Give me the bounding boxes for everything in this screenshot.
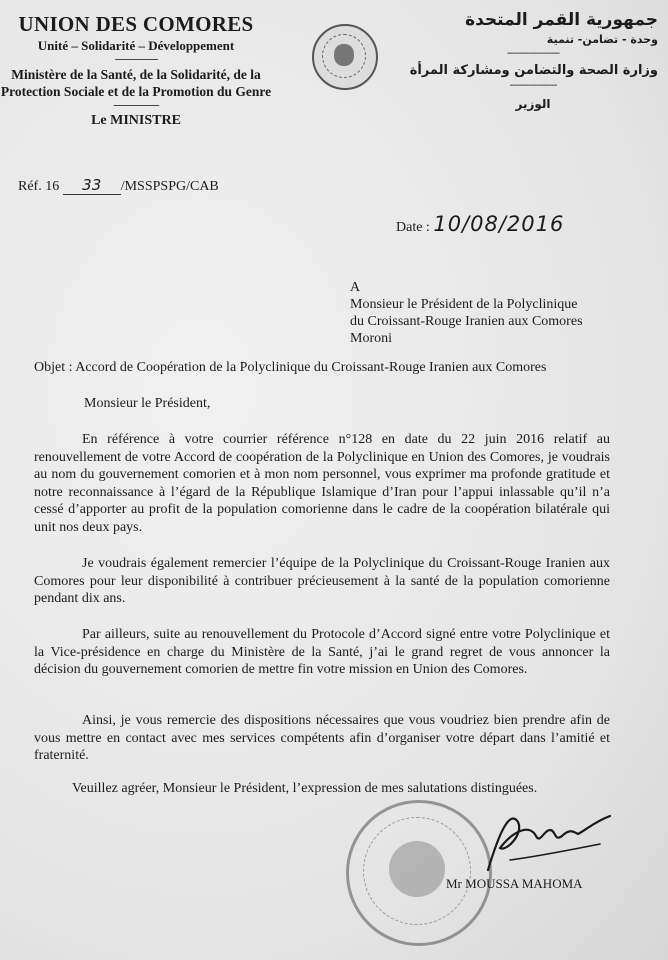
reference-line bbox=[18, 176, 219, 195]
divider: ------------------ bbox=[509, 80, 557, 91]
date-value: 10/08/2016 bbox=[433, 212, 565, 236]
minister-title: Le MINISTRE bbox=[91, 113, 181, 128]
paragraph-1: En référence à votre courrier référence n°128 en date du 22 juin 2016 relatif au renouvellement de votre Accord de coopération de la Polyclinique en Union des Comores, je voudrais au nom du gouvernement comorien et à mon nom personnel, vous exprimer ma profonde gratitude et notre reconnaissance à l’égard de la République Islamique d’Iran pour l’appui inlassable qu’il n’a cessé d’apporter au profit de la population comorienne dans le cadre de la coopération bilatérale qui unit nos deux pays. bbox=[34, 432, 610, 535]
handwritten-signature-icon bbox=[470, 800, 620, 880]
ministry-name: Ministère de la Santé, de la Solidarité, de la Protection Sociale et de la Promotion du Genre bbox=[0, 67, 272, 99]
recipient-line: Moroni bbox=[350, 331, 392, 346]
national-motto: Unité – Solidarité – Développement bbox=[37, 38, 235, 53]
signer-name: Mr MOUSSA MAHOMA bbox=[446, 876, 583, 891]
recipient-line: du Croissant-Rouge Iranien aux Comores bbox=[350, 314, 583, 329]
divider: ---------------- bbox=[114, 53, 158, 65]
salutation: Monsieur le Président, bbox=[84, 396, 211, 411]
reference-prefix: Réf. 16 bbox=[18, 179, 60, 194]
letter-subject: Objet : Accord de Coopération de la Polyclinique du Croissant-Rouge Iranien aux Comores bbox=[34, 360, 547, 375]
reference-number: 33 bbox=[63, 176, 121, 195]
country-name: UNION DES COMORES bbox=[18, 12, 254, 36]
paragraph-4: Ainsi, je vous remercie des dispositions nécessaires que vous voudriez bien prendre afin de vous mettre en contact avec mes services compétents afin d’organiser votre départ dans l’amitié et fraternité. bbox=[34, 713, 610, 763]
date-line bbox=[396, 212, 564, 236]
paragraph-2: Je voudrais également remercier l’équipe de la Polyclinique du Croissant-Rouge Iranien aux Comores pour leur disponibilité à contribuer précieusement à la santé de la population comorienne pendant dix ans. bbox=[34, 556, 610, 606]
national-seal-icon bbox=[312, 24, 378, 90]
recipient-line: Monsieur le Président de la Polyclinique bbox=[350, 297, 578, 312]
reference-suffix: /MSSPSPG/CAB bbox=[120, 179, 219, 194]
header-left bbox=[0, 12, 272, 129]
header-right bbox=[408, 10, 658, 111]
closing-formula: Veuillez agréer, Monsieur le Président, l’expression de mes salutations distinguées. bbox=[72, 781, 538, 796]
country-name-arabic: جمهورية القمر المتحدة bbox=[465, 10, 658, 30]
motto-arabic: وحدة - تضامن- تنمية bbox=[546, 33, 658, 46]
recipient-to: A bbox=[350, 280, 361, 295]
divider: ----------------- bbox=[113, 99, 159, 111]
divider: -------------------- bbox=[506, 48, 560, 59]
minister-title-arabic: الوزير bbox=[515, 97, 551, 111]
recipient-address bbox=[350, 279, 583, 347]
ministry-name-arabic: وزارة الصحة والتضامن ومشاركة المرأة bbox=[409, 63, 658, 78]
paragraph-3: Par ailleurs, suite au renouvellement du Protocole d’Accord signé entre votre Polyclinique et la Vice-présidence en charge du Ministère de la Santé, j’ai le grand regret de vous annoncer la décision du gouvernement comorien de mettre fin votre mission en Union des Comores. bbox=[34, 627, 610, 677]
date-label: Date : bbox=[396, 220, 430, 235]
